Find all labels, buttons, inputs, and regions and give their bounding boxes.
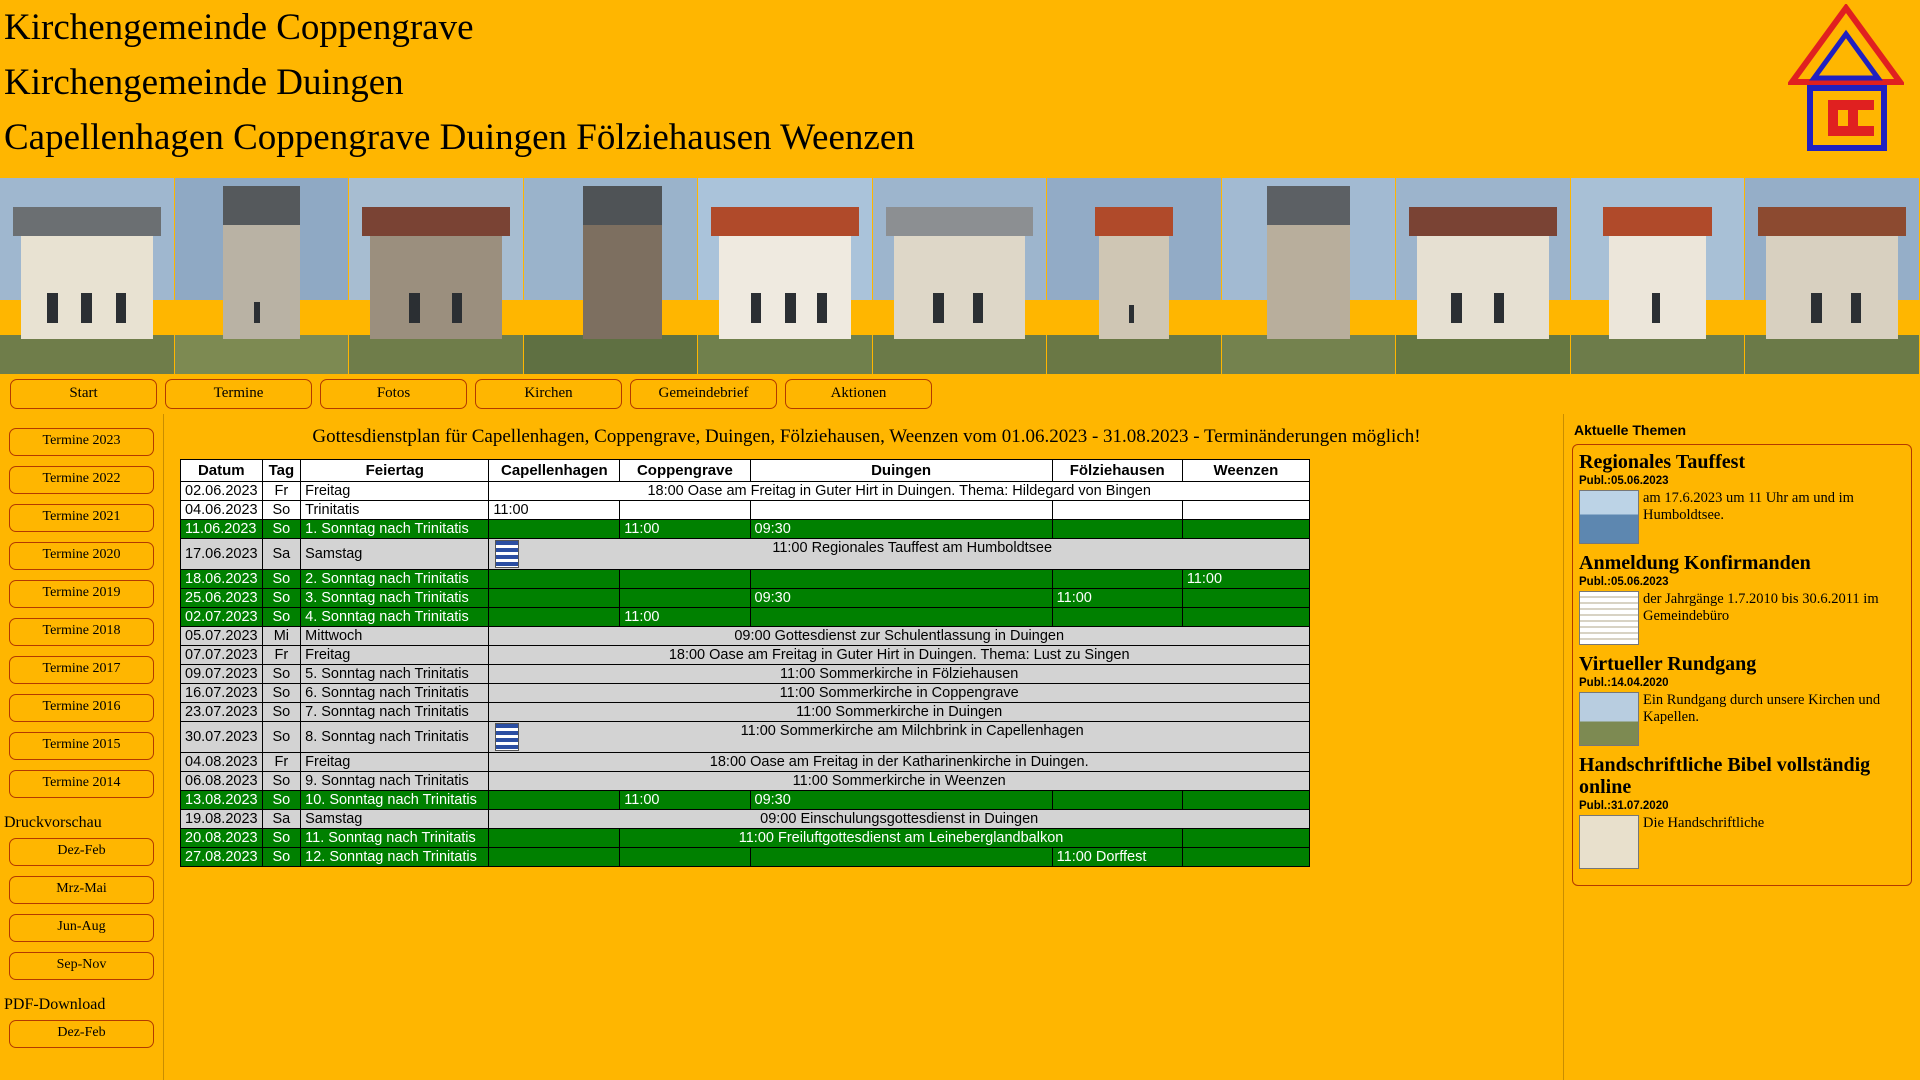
table-row (181, 589, 1310, 608)
main-navigation (0, 374, 1920, 414)
druckvorschau-jun-aug[interactable]: Jun-Aug (9, 914, 154, 942)
header-line-2: Kirchengemeinde Duingen (4, 62, 404, 103)
table-row (181, 722, 1310, 753)
cell-datum: 06.08.2023 (181, 772, 263, 791)
cell-capellenhagen (489, 791, 620, 810)
cell-tag: So (262, 570, 301, 589)
cell-datum: 20.08.2023 (181, 829, 263, 848)
cell-foelziehausen (1052, 520, 1182, 539)
pdf-download-heading: PDF-Download (4, 996, 106, 1013)
news-heading: Aktuelle Themen (1574, 422, 1687, 438)
news-publ-tauffest: Publ.:05.06.2023 (1579, 475, 1669, 487)
news-panel (1572, 444, 1912, 886)
cell-event-span: 11:00 Regionales Tauffest am Humboldtsee (489, 539, 1310, 570)
news-sidebar (1563, 414, 1920, 1080)
cell-datum: 25.06.2023 (181, 589, 263, 608)
cell-tag: So (262, 589, 301, 608)
col-tag: Tag (262, 460, 301, 482)
cell-feiertag: 5. Sonntag nach Trinitatis (301, 665, 489, 684)
cell-datum: 19.08.2023 (181, 810, 263, 829)
news-item[interactable] (1579, 815, 1905, 867)
cell-tag: So (262, 684, 301, 703)
cell-event-span: 11:00 Sommerkirche in Duingen (489, 703, 1310, 722)
druckvorschau-heading: Druckvorschau (4, 814, 102, 831)
cell-feiertag: 1. Sonntag nach Trinitatis (301, 520, 489, 539)
cell-datum: 04.08.2023 (181, 753, 263, 772)
sidebar-item-termine-2019[interactable]: Termine 2019 (9, 580, 154, 608)
cell-weenzen (1182, 848, 1309, 867)
cell-duingen (750, 608, 1052, 627)
cell-foelziehausen (1052, 608, 1182, 627)
church-photo (873, 178, 1048, 374)
table-row (181, 501, 1310, 520)
druckvorschau-dez-feb[interactable]: Dez-Feb (9, 838, 154, 866)
cell-duingen (750, 848, 1052, 867)
site-header (0, 0, 1920, 178)
table-row (181, 570, 1310, 589)
cell-feiertag: Samstag (301, 810, 489, 829)
cell-tag: So (262, 722, 301, 753)
col-feiertag: Feiertag (301, 460, 489, 482)
cell-feiertag: 3. Sonntag nach Trinitatis (301, 589, 489, 608)
cell-datum: 23.07.2023 (181, 703, 263, 722)
lake-photo-thumb (1579, 490, 1637, 542)
table-row (181, 646, 1310, 665)
news-item[interactable] (1579, 692, 1905, 744)
church-photo (0, 178, 175, 374)
cell-capellenhagen (489, 848, 620, 867)
cell-feiertag: 7. Sonntag nach Trinitatis (301, 703, 489, 722)
header-line-1: Kirchengemeinde Coppengrave (4, 7, 474, 48)
church-photo (1396, 178, 1571, 374)
cell-feiertag: Freitag (301, 482, 489, 501)
church-photo-strip (0, 178, 1920, 374)
cell-feiertag: 8. Sonntag nach Trinitatis (301, 722, 489, 753)
cell-foelziehausen: 11:00 Dorffest (1052, 848, 1182, 867)
cell-event-span: 11:00 Sommerkirche in Fölziehausen (489, 665, 1310, 684)
flag-icon (495, 723, 519, 751)
cell-datum: 30.07.2023 (181, 722, 263, 753)
church-photo (1745, 178, 1920, 374)
col-datum: Datum (181, 460, 263, 482)
cell-feiertag: 12. Sonntag nach Trinitatis (301, 848, 489, 867)
news-title-rundgang: Virtueller Rundgang (1579, 653, 1757, 675)
table-row (181, 703, 1310, 722)
cell-datum: 17.06.2023 (181, 539, 263, 570)
cell-coppengrave (620, 848, 750, 867)
cell-datum: 05.07.2023 (181, 627, 263, 646)
cell-event-span: 09:00 Einschulungsgottesdienst in Duingen (489, 810, 1310, 829)
col-duingen: Duingen (750, 460, 1052, 482)
nav-item-termine[interactable]: Termine (165, 379, 312, 409)
cell-feiertag: Mittwoch (301, 627, 489, 646)
table-row (181, 627, 1310, 646)
cell-tag: So (262, 791, 301, 810)
table-row (181, 539, 1310, 570)
sidebar-item-termine-2017[interactable]: Termine 2017 (9, 656, 154, 684)
cell-foelziehausen (1052, 791, 1182, 810)
news-publ-rundgang: Publ.:14.04.2020 (1579, 677, 1669, 689)
nav-item-fotos[interactable]: Fotos (320, 379, 467, 409)
header-line-3: Capellenhagen Coppengrave Duingen Fölziehausen Weenzen (4, 117, 915, 158)
cell-capellenhagen (489, 589, 620, 608)
news-text-konfirmanden: der Jahrgänge 1.7.2010 bis 30.6.2011 im Gemeindebüro (1643, 591, 1879, 624)
church-photo (349, 178, 524, 374)
table-row (181, 810, 1310, 829)
cell-tag: So (262, 520, 301, 539)
cell-datum: 11.06.2023 (181, 520, 263, 539)
cell-tag: Mi (262, 627, 301, 646)
cell-coppengrave: 11:00 (620, 520, 750, 539)
main-content (164, 414, 1563, 1080)
news-publ-konfirmanden: Publ.:05.06.2023 (1579, 576, 1669, 588)
news-item[interactable] (1579, 591, 1905, 643)
news-title-konfirmanden: Anmeldung Konfirmanden (1579, 552, 1811, 574)
cell-feiertag: 9. Sonntag nach Trinitatis (301, 772, 489, 791)
nav-item-gemeindebrief[interactable]: Gemeindebrief (630, 379, 777, 409)
cell-tag: Sa (262, 810, 301, 829)
cell-capellenhagen (489, 520, 620, 539)
druckvorschau-mrz-mai[interactable]: Mrz-Mai (9, 876, 154, 904)
cell-datum: 04.06.2023 (181, 501, 263, 520)
church-photo (1047, 178, 1222, 374)
cell-feiertag: Samstag (301, 539, 489, 570)
cell-feiertag: 6. Sonntag nach Trinitatis (301, 684, 489, 703)
church-photo (1571, 178, 1746, 374)
cell-duingen: 09:30 (750, 791, 1052, 810)
cell-tag: So (262, 501, 301, 520)
church-photo (175, 178, 350, 374)
cell-coppengrave: 11:00 (620, 791, 750, 810)
table-row (181, 772, 1310, 791)
sidebar-item-termine-2021[interactable]: Termine 2021 (9, 504, 154, 532)
col-coppengrave: Coppengrave (620, 460, 750, 482)
church-photo (1222, 178, 1397, 374)
church-photo (698, 178, 873, 374)
news-title-tauffest: Regionales Tauffest (1579, 451, 1746, 473)
cell-capellenhagen: 11:00 (489, 501, 620, 520)
cell-feiertag: Freitag (301, 646, 489, 665)
news-publ-bibel: Publ.:31.07.2020 (1579, 800, 1669, 812)
cell-tag: Fr (262, 482, 301, 501)
news-text-tauffest: am 17.6.2023 um 11 Uhr am und im Humboldtsee. (1643, 490, 1854, 523)
content-area (0, 414, 1920, 1080)
cell-coppengrave (620, 589, 750, 608)
cell-tag: Fr (262, 646, 301, 665)
cell-tag: So (262, 848, 301, 867)
cell-capellenhagen (489, 608, 620, 627)
sidebar-item-termine-2015[interactable]: Termine 2015 (9, 732, 154, 760)
cell-datum: 09.07.2023 (181, 665, 263, 684)
cell-feiertag: 2. Sonntag nach Trinitatis (301, 570, 489, 589)
col-capellenhagen: Capellenhagen (489, 460, 620, 482)
cell-weenzen (1182, 501, 1309, 520)
cell-tag: So (262, 772, 301, 791)
cell-tag: Sa (262, 539, 301, 570)
cell-weenzen (1182, 589, 1309, 608)
cell-capellenhagen (489, 570, 620, 589)
cell-duingen (750, 501, 1052, 520)
flag-icon (495, 540, 519, 568)
news-item[interactable] (1579, 490, 1905, 542)
cell-tag: So (262, 829, 301, 848)
cell-event-span: 11:00 Sommerkirche am Milchbrink in Capellenhagen (489, 722, 1310, 753)
cell-weenzen (1182, 791, 1309, 810)
church-logo-icon (1788, 4, 1904, 152)
cell-datum: 07.07.2023 (181, 646, 263, 665)
sidebar-item-termine-2022[interactable]: Termine 2022 (9, 466, 154, 494)
table-row (181, 608, 1310, 627)
cell-datum: 27.08.2023 (181, 848, 263, 867)
table-row (181, 684, 1310, 703)
news-text-rundgang: Ein Rundgang durch unsere Kirchen und Kapellen. (1643, 692, 1881, 725)
cell-feiertag: 4. Sonntag nach Trinitatis (301, 608, 489, 627)
news-text-bibel: Die Handschriftliche (1643, 815, 1765, 831)
news-title-bibel: Handschriftliche Bibel vollständig online (1579, 754, 1871, 798)
bible-photo-thumb (1579, 815, 1637, 867)
church-photo-thumb (1579, 692, 1637, 744)
pdf-download-dez-feb[interactable]: Dez-Feb (9, 1020, 154, 1048)
cell-tag: So (262, 703, 301, 722)
cell-feiertag: 10. Sonntag nach Trinitatis (301, 791, 489, 810)
nav-item-aktionen[interactable]: Aktionen (785, 379, 932, 409)
cell-datum: 16.07.2023 (181, 684, 263, 703)
cell-foelziehausen: 11:00 (1052, 589, 1182, 608)
cell-foelziehausen (1052, 501, 1182, 520)
table-row (181, 848, 1310, 867)
sidebar-item-termine-2016[interactable]: Termine 2016 (9, 694, 154, 722)
cell-datum: 02.06.2023 (181, 482, 263, 501)
cell-weenzen (1182, 520, 1309, 539)
cell-feiertag: Freitag (301, 753, 489, 772)
cell-tag: Fr (262, 753, 301, 772)
druckvorschau-sep-nov[interactable]: Sep-Nov (9, 952, 154, 980)
cell-duingen (750, 570, 1052, 589)
cell-duingen: 09:30 (750, 589, 1052, 608)
cell-event-span: 09:00 Gottesdienst zur Schulentlassung in Duingen (489, 627, 1310, 646)
sidebar-item-termine-2023[interactable]: Termine 2023 (9, 428, 154, 456)
service-schedule-table (180, 459, 1310, 867)
cell-weenzen (1182, 829, 1309, 848)
table-header-row (181, 460, 1310, 482)
table-row (181, 753, 1310, 772)
nav-item-kirchen[interactable]: Kirchen (475, 379, 622, 409)
cell-event-span: 11:00 Sommerkirche in Weenzen (489, 772, 1310, 791)
table-row (181, 791, 1310, 810)
cell-datum: 13.08.2023 (181, 791, 263, 810)
cell-tag: So (262, 608, 301, 627)
cell-duingen: 09:30 (750, 520, 1052, 539)
form-photo-thumb (1579, 591, 1637, 643)
cell-capellenhagen (489, 829, 620, 848)
sidebar (0, 414, 164, 1080)
cell-datum: 02.07.2023 (181, 608, 263, 627)
cell-datum: 18.06.2023 (181, 570, 263, 589)
cell-event-span: 18:00 Oase am Freitag in Guter Hirt in Duingen. Thema: Lust zu Singen (489, 646, 1310, 665)
table-row (181, 520, 1310, 539)
cell-coppengrave (620, 570, 750, 589)
cell-weenzen (1182, 608, 1309, 627)
col-weenzen: Weenzen (1182, 460, 1309, 482)
table-row (181, 482, 1310, 501)
col-foelziehausen: Fölziehausen (1052, 460, 1182, 482)
sidebar-item-termine-2020[interactable]: Termine 2020 (9, 542, 154, 570)
cell-event-span: 18:00 Oase am Freitag in der Katharinenkirche in Duingen. (489, 753, 1310, 772)
cell-event-span: 11:00 Freiluftgottesdienst am Leineberglandbalkon (620, 829, 1183, 848)
sidebar-item-termine-2018[interactable]: Termine 2018 (9, 618, 154, 646)
cell-foelziehausen (1052, 570, 1182, 589)
cell-coppengrave: 11:00 (620, 608, 750, 627)
table-row (181, 829, 1310, 848)
table-row (181, 665, 1310, 684)
nav-item-start[interactable]: Start (10, 379, 157, 409)
cell-weenzen: 11:00 (1182, 570, 1309, 589)
cell-feiertag: 11. Sonntag nach Trinitatis (301, 829, 489, 848)
cell-feiertag: Trinitatis (301, 501, 489, 520)
cell-event-span: 18:00 Oase am Freitag in Guter Hirt in Duingen. Thema: Hildegard von Bingen (489, 482, 1310, 501)
cell-event-span: 11:00 Sommerkirche in Coppengrave (489, 684, 1310, 703)
cell-coppengrave (620, 501, 750, 520)
page-title: Gottesdienstplan für Capellenhagen, Coppengrave, Duingen, Fölziehausen, Weenzen vom 01.06.2023 - 31.08.2023 - Terminänderungen möglich! (312, 426, 1421, 447)
cell-tag: So (262, 665, 301, 684)
church-photo (524, 178, 699, 374)
sidebar-item-termine-2014[interactable]: Termine 2014 (9, 770, 154, 798)
